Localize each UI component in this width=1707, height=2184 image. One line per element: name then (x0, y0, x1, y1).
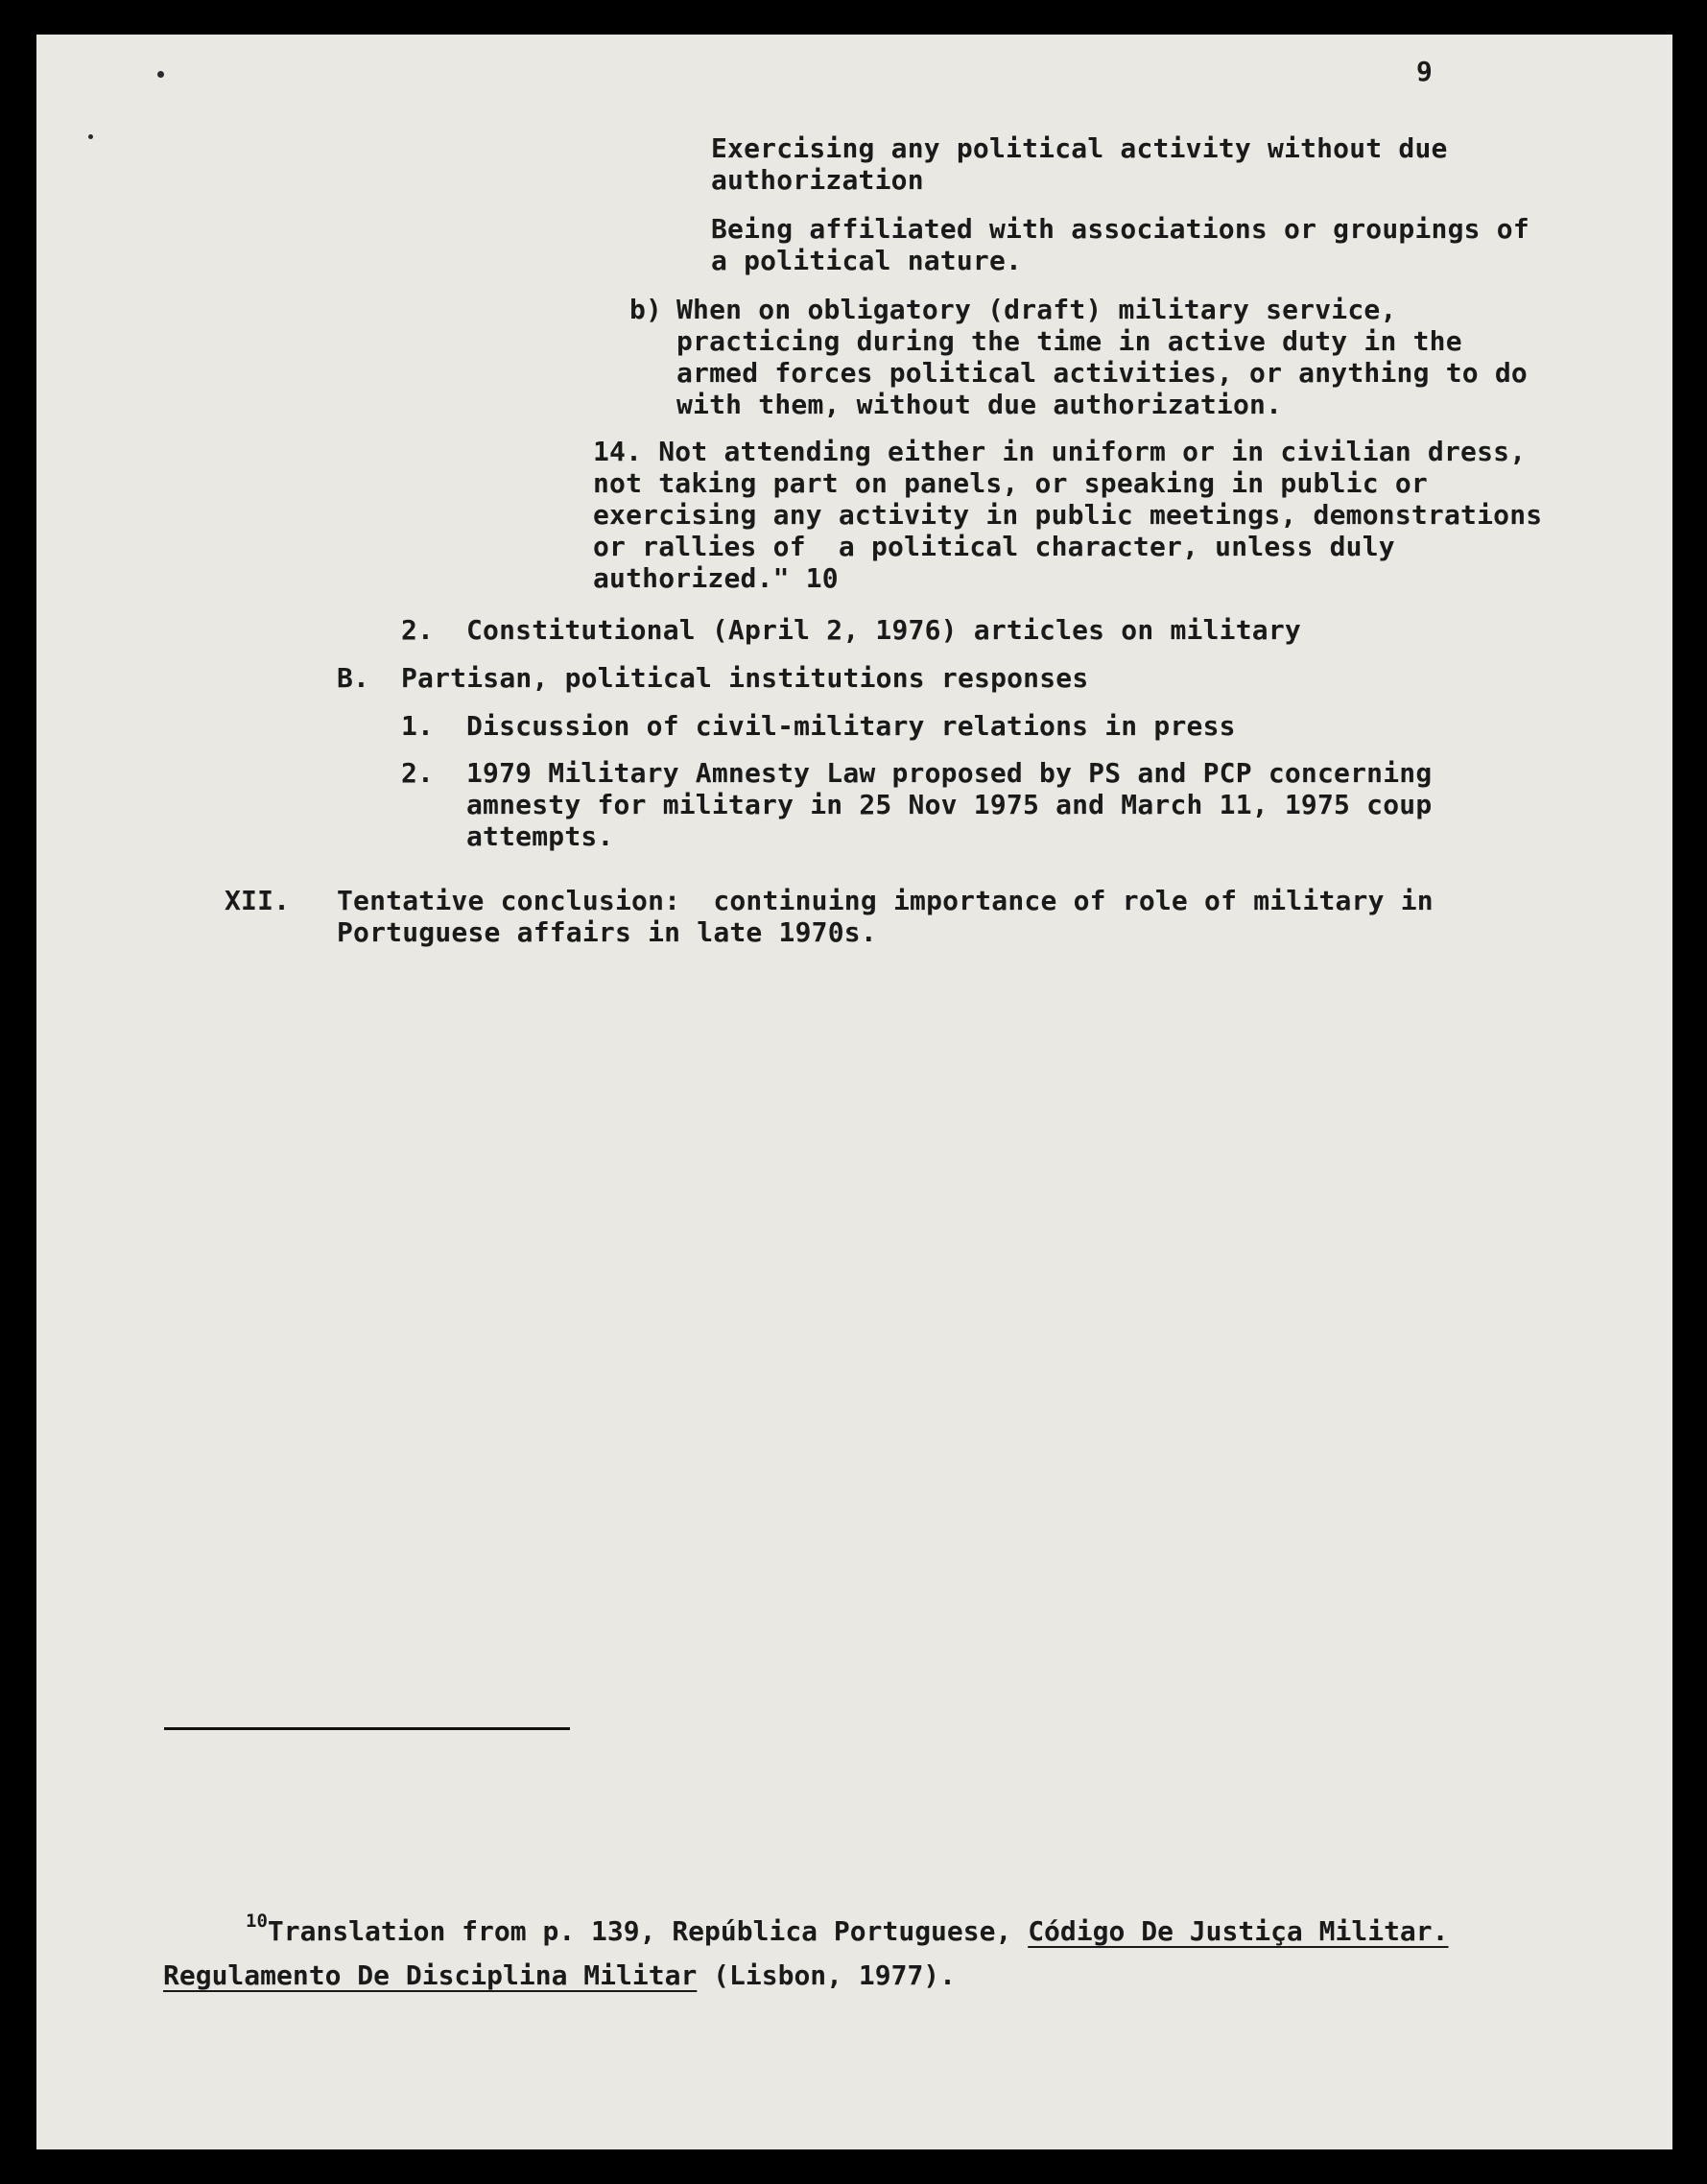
margin-speck (157, 71, 164, 78)
document-page (36, 35, 1672, 2149)
footnote-number: 10 (246, 1911, 268, 1932)
section-text: Tentative conclusion: continuing importance of role of military in Portuguese affairs in late 1970s. (337, 885, 1434, 948)
list-item-text: Partisan, political institutions responses (401, 662, 1089, 694)
list-item-marker: 1. (401, 710, 435, 742)
list-item-text: Being affiliated with associations or groupings of a political nature. (711, 213, 1529, 276)
list-item-text: Exercising any political activity without due authorization (711, 132, 1448, 196)
list-item-marker: B. (337, 662, 370, 694)
footnote-title-part2: Regulamento De Disciplina Militar (163, 1959, 698, 1991)
section-marker: XII. (225, 885, 291, 916)
list-item-marker: b) (629, 294, 663, 325)
footnote-title-part1: Código De Justiça Militar. (1028, 1915, 1449, 1947)
list-item-marker: 2. (401, 614, 435, 646)
footnote-line-2 (163, 1959, 956, 1991)
list-item-text: Discussion of civil-military relations in press (466, 710, 1236, 742)
list-item-text: Constitutional (April 2, 1976) articles on military (466, 614, 1301, 646)
margin-speck (88, 134, 93, 139)
list-item-text: When on obligatory (draft) military service, practicing during the time in active duty in the armed forces political activities, or anything to do with them, without due authorization. (676, 294, 1528, 420)
footnote-separator (164, 1727, 570, 1730)
list-item-text: 1979 Military Amnesty Law proposed by PS and PCP concerning amnesty for military in 25 Nov 1975 and March 11, 1975 coup attempts. (466, 757, 1433, 852)
list-item-marker: 2. (401, 757, 435, 789)
list-item-text: 14. Not attending either in uniform or in civilian dress, not taking part on panels, or speaking in public or exercising any activity in public meetings, demonstrations or rallies of a political character, unless duly authorized." 10 (593, 436, 1543, 594)
footnote-lead: Translation from p. 139, República Portuguese, (267, 1915, 1029, 1947)
footnote-line-1 (246, 1911, 1449, 1951)
footnote-tail: (Lisbon, 1977). (697, 1959, 957, 1991)
page-number: 9 (1416, 56, 1434, 87)
